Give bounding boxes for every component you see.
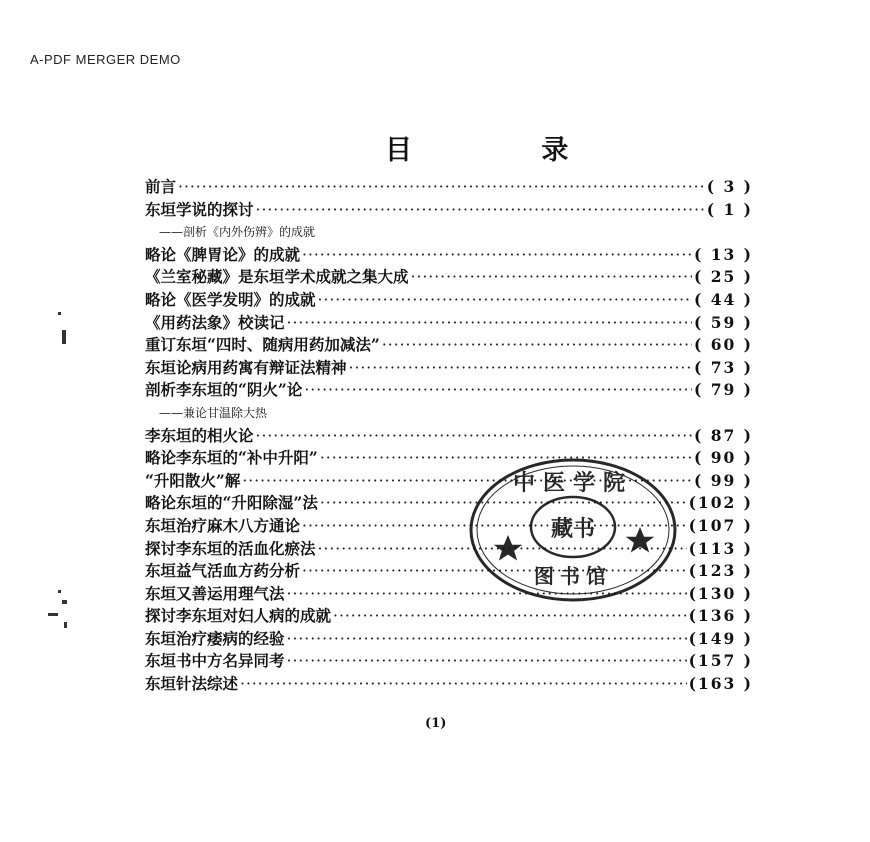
toc-entry-title: 前言 [145, 177, 177, 196]
toc-entry-title: 重订东垣“四时、随病用药加减法” [145, 335, 380, 355]
toc-entry [145, 378, 753, 401]
toc-entry-title: 东垣益气活血方药分析 [145, 561, 301, 581]
toc-entry-page: ( 13 ) [693, 244, 753, 264]
toc-entry-title: 东垣论病用药寓有辩证法精神 [145, 357, 347, 377]
toc-entry-page: ( 1 ) [706, 199, 753, 219]
page-title: 目 录 [385, 135, 629, 166]
toc-entry-title: 剖析李东垣的“阴火”论 [145, 380, 303, 400]
toc-entry-title: 《兰室秘藏》是东垣学术成就之集大成 [145, 267, 409, 287]
toc-entry [145, 243, 753, 266]
toc-entry [145, 333, 753, 356]
stamp-center-text: 藏书 [550, 516, 596, 542]
toc-leader-dots [287, 630, 687, 648]
page-number: (1) [425, 716, 447, 731]
stamp-top-text: 中医学院 [512, 470, 634, 496]
toc-entry-page: (130 ) [688, 583, 753, 603]
scan-mark [58, 312, 61, 315]
scan-mark [58, 590, 61, 593]
toc-leader-dots [287, 314, 692, 332]
toc-entry-title: 略论东垣的“升阳除湿”法 [145, 493, 318, 513]
toc-entry [145, 424, 753, 447]
toc-entry-title: 探讨李东垣对妇人病的成就 [145, 606, 332, 626]
toc-leader-dots [304, 381, 692, 399]
toc-entry [145, 311, 753, 334]
toc-subtitle: ——剖析《内外伤辨》的成就 [159, 224, 316, 239]
toc-leader-dots [318, 291, 692, 309]
toc-entry-page: ( 87 ) [693, 425, 753, 445]
toc-entry-page: (157 ) [688, 651, 753, 671]
toc-leader-dots [287, 652, 687, 670]
toc-entry-page: (123 ) [688, 561, 753, 581]
toc-leader-dots [302, 246, 692, 264]
toc-entry [145, 288, 753, 311]
toc-leader-dots [411, 268, 692, 286]
table-of-contents [145, 175, 753, 695]
toc-entry-page: ( 79 ) [693, 380, 753, 400]
scan-mark [64, 622, 67, 628]
toc-entry-page: ( 90 ) [693, 448, 753, 468]
toc-entry-page: ( 60 ) [693, 335, 753, 355]
toc-entry-page: ( 25 ) [693, 267, 753, 287]
toc-leader-dots [349, 359, 692, 377]
toc-entry-title: 东垣书中方名异同考 [145, 651, 285, 671]
toc-entry-page: (149 ) [688, 628, 753, 648]
toc-entry-page: ( 99 ) [693, 470, 753, 490]
toc-entry-page: (163 ) [688, 674, 753, 694]
scan-mark [62, 600, 67, 604]
toc-entry [145, 604, 753, 627]
toc-entry [145, 356, 753, 379]
toc-entry-page: ( 73 ) [693, 357, 753, 377]
toc-entry-page: (113 ) [688, 538, 753, 558]
toc-entry-page: ( 59 ) [693, 312, 753, 332]
toc-entry [145, 649, 753, 672]
toc-entry-title: 东垣治疗痿病的经验 [145, 628, 285, 648]
toc-entry-page: (136 ) [688, 606, 753, 626]
toc-entry-page: ( 44 ) [693, 289, 753, 309]
toc-entry [145, 198, 753, 221]
toc-entry [145, 265, 753, 288]
toc-entry-title: 东垣学说的探讨 [145, 199, 254, 219]
toc-entry-title: 探讨李东垣的活血化瘀法 [145, 538, 316, 558]
scan-mark [48, 613, 58, 616]
toc-leader-dots [178, 178, 705, 196]
toc-entry-title: 东垣又善运用理气法 [145, 583, 285, 603]
toc-entry-page: (102 ) [688, 493, 753, 513]
toc-entry-title: 东垣治疗麻木八方通论 [145, 515, 301, 535]
toc-entry-title: 李东垣的相火论 [145, 425, 254, 445]
stamp-right-star-icon [626, 527, 655, 553]
toc-leader-dots [382, 336, 692, 354]
toc-leader-dots [333, 607, 687, 625]
toc-entry-title: “升阳散火”解 [145, 470, 241, 490]
toc-entry-page: (107 ) [688, 515, 753, 535]
toc-entry-title: 略论李东垣的“补中升阳” [145, 448, 318, 468]
stamp-bottom-text: 图书馆 [534, 564, 612, 588]
toc-entry-title: 《用药法象》校读记 [145, 312, 285, 332]
toc-entry-title: 略论《脾胃论》的成就 [145, 244, 301, 264]
toc-subtitle: ——兼论甘温除大热 [159, 405, 268, 420]
library-stamp [468, 455, 678, 605]
toc-entry-title: 略论《医学发明》的成就 [145, 289, 316, 309]
toc-leader-dots [256, 427, 692, 445]
watermark-text: A-PDF MERGER DEMO [30, 52, 181, 67]
toc-entry-page: ( 3 ) [706, 177, 753, 196]
toc-entry [145, 672, 753, 695]
toc-leader-dots [240, 675, 687, 693]
scan-mark [62, 330, 66, 344]
toc-entry [145, 627, 753, 650]
toc-leader-dots [256, 201, 705, 219]
toc-entry [145, 175, 753, 198]
stamp-left-star-icon [494, 535, 523, 561]
toc-entry-title: 东垣针法综述 [145, 674, 239, 694]
